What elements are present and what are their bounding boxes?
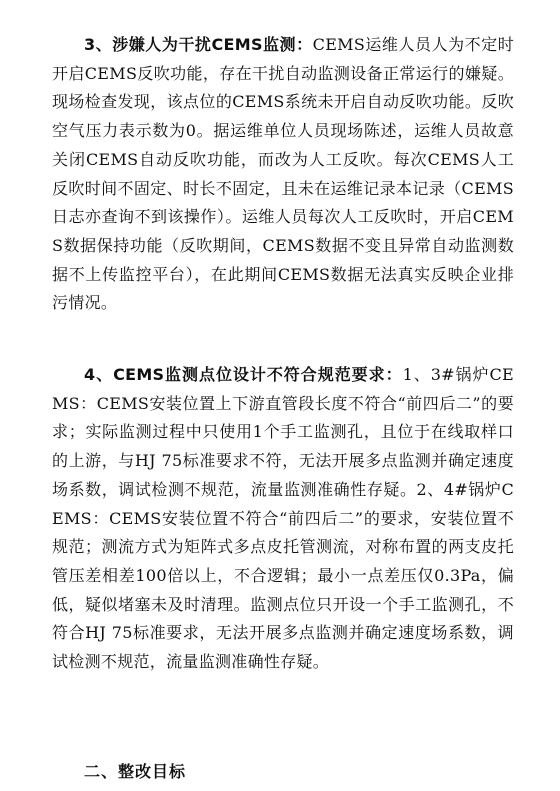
paragraph-section-4 — [52, 361, 514, 677]
section-3-body: CEMS运维人员人为不定时开启CEMS反吹功能，存在干扰自动监测设备正常运行的嫌疑。现场检查发现，该点位的CEMS系统未开启自动反吹功能。反吹空气压力表示数为0。据运维单位人员现场陈述，运维人员故意关闭CEMS自动反吹功能，而改为人工反吹。每次CEMS人工反吹时间不固定、时长不固定，且未在运维记录本记录（CEMS日志亦查询不到该操作）。运维人员每次人工反吹时，开启CEMS数据保持功能（反吹期间，CEMS数据不变且异常自动监测数据不上传监控平台），在此期间CEMS数据无法真实反映企业排污情况。 — [52, 35, 514, 313]
section-4-body: 1、3#锅炉CEMS：CEMS安装位置上下游直管段长度不符合“前四后二”的要求；实际监测过程中只使用1个手工监测孔，且位于在线取样口的上游，与HJ 75标准要求不符，无法开展多点监测并确定速度场系数，调试检测不规范，流量监测准确性存疑。2、4#锅炉CEMS：CEMS安装位置不符合“前四后二”的要求，安装位置不规范；测流方式为矩阵式多点皮托管测流，对称布置的两支皮托管压差相差100倍以上，不合逻辑；最小一点差压仅0.3Pa，偏低，疑似堵塞未及时清理。监测点位只开设一个手工监测孔，不符合HJ 75标准要求，无法开展多点监测并确定速度场系数，调试检测不规范，流量监测准确性存疑。 — [52, 365, 514, 672]
section-heading-rectification-goals: 二、整改目标 — [84, 762, 187, 781]
section-3-lead: 3、涉嫌人为干扰CEMS监测： — [84, 35, 313, 54]
section-4-lead: 4、CEMS监测点位设计不符合规范要求： — [84, 365, 403, 384]
paragraph-section-3 — [52, 31, 514, 318]
